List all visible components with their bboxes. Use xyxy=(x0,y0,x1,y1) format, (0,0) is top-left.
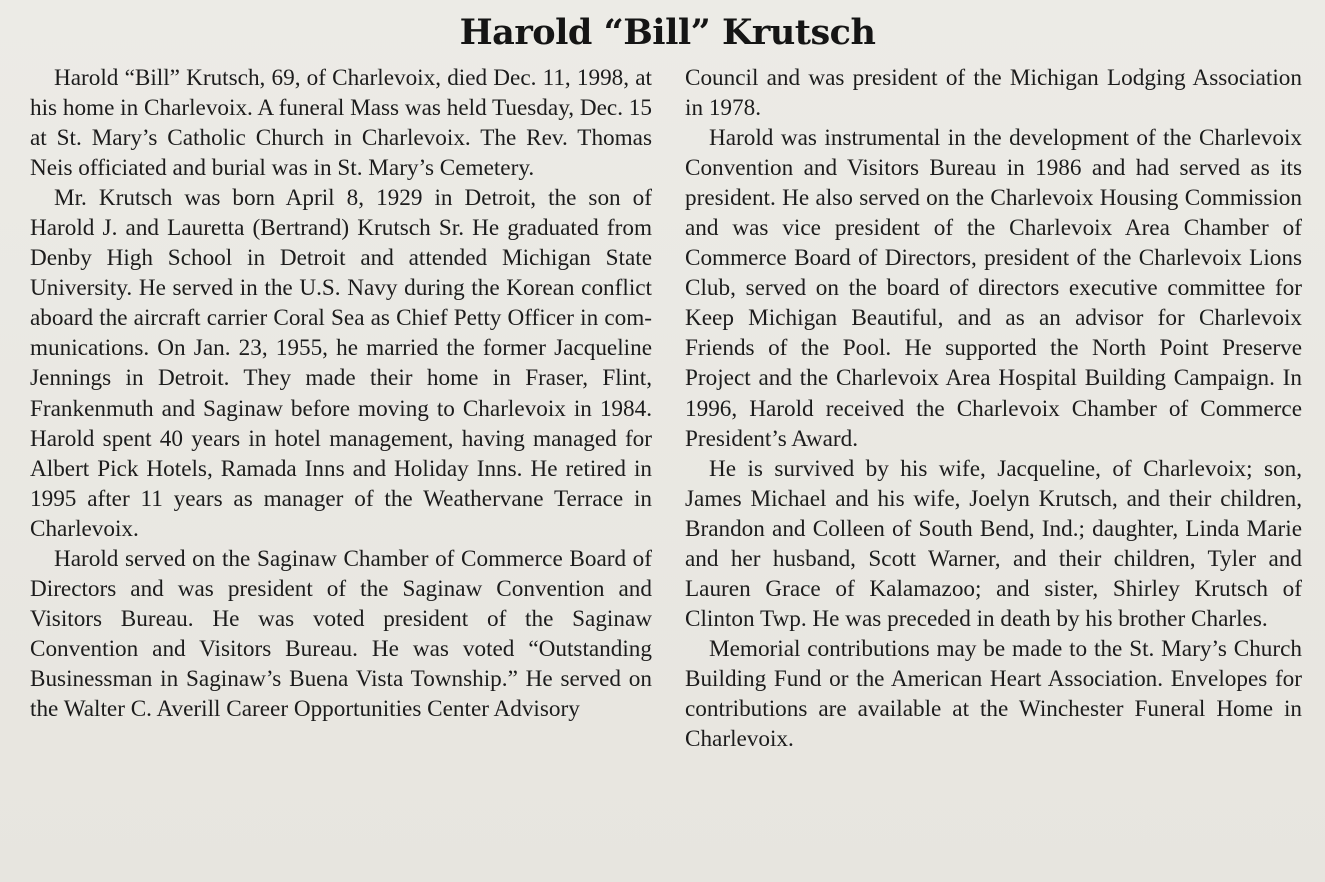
article-headline: Harold “Bill” Krutsch xyxy=(459,12,876,53)
paragraph: Harold “Bill” Krutsch, 69, of Charlevoix, died Dec. 11, 1998, at his home in Charlevoix. A funeral Mass was held Tuesday, Dec. 15 at St. Mary’s Catholic Church in Charlevoix. The Rev. Thomas Neis officiated and burial was in St. Mary’s Cemetery. xyxy=(30,65,652,182)
left-column xyxy=(30,63,652,724)
paragraph: He is survived by his wife, Jacqueline, of Charlevoix; son, James Michael and his wife, Joelyn Krutsch, and their children, Brandon and Colleen of South Bend, Ind.; daughter, Linda Marie and her husband, Scott Warner, and their children, Tyler and Lauren Grace of Kalamazoo; and sister, Shirley Krutsch of Clinton Twp. He was preceded in death by his brother Charles. xyxy=(685,455,1302,632)
paragraph: Harold was instrumental in the development of the Charlevoix Convention and Visitors Bureau in 1986 and had served as its president. He also served on the Charlevoix Housing Commission and was vice president of the Charlevoix Area Chamber of Commerce Board of Directors, president of the Charlevoix Lions Club, served on the board of directors executive committee for Keep Michigan Beautiful, and as an advisor for Charlevoix Friends of the Pool. He supported the North Point Preserve Project and the Charlevoix Area Hospital Building Campaign. In 1996, Harold received the Charlevoix Chamber of Commerce President’s Award. xyxy=(685,125,1302,452)
paragraph: Mr. Krutsch was born April 8, 1929 in Detroit, the son of Harold J. and Lauretta (Bertrand) Krutsch Sr. He graduated from Denby High School in Detroit and attended Michigan State University. He served in the U.S. Navy during the Korean conflict aboard the aircraft carrier Coral Sea as Chief Petty Officer in communications. On Jan. 23, 1955, he married the former Jacqueline Jennings in Detroit. They made their home in Fraser, Flint, Frankenmuth and Saginaw before moving to Charlevoix in 1984. Harold spent 40 years in hotel management, having managed for Albert Pick Hotels, Ramada Inns and Holiday Inns. He retired in 1995 after 11 years as manager of the Weathervane Terrace in Charlevoix. xyxy=(30,185,652,542)
right-column xyxy=(685,63,1302,754)
paragraph: Memorial contributions may be made to the St. Mary’s Church Building Fund or the American Heart Association. Envelopes for contributions are available at the Winchester Funeral Home in Charlevoix. xyxy=(685,635,1302,753)
paragraph: Harold served on the Saginaw Chamber of Commerce Board of Directors and was president of the Saginaw Convention and Visitors Bureau. He was voted president of the Saginaw Convention and Visitors Bureau. He was voted “Outstanding Businessman in Saginaw’s Buena Vista Township.” He served on the Walter C. Averill Career Opportunities Center Advisory xyxy=(30,545,652,722)
paragraph-continuation: Council and was president of the Michigan Lodging Association in 1978. xyxy=(685,65,1302,122)
